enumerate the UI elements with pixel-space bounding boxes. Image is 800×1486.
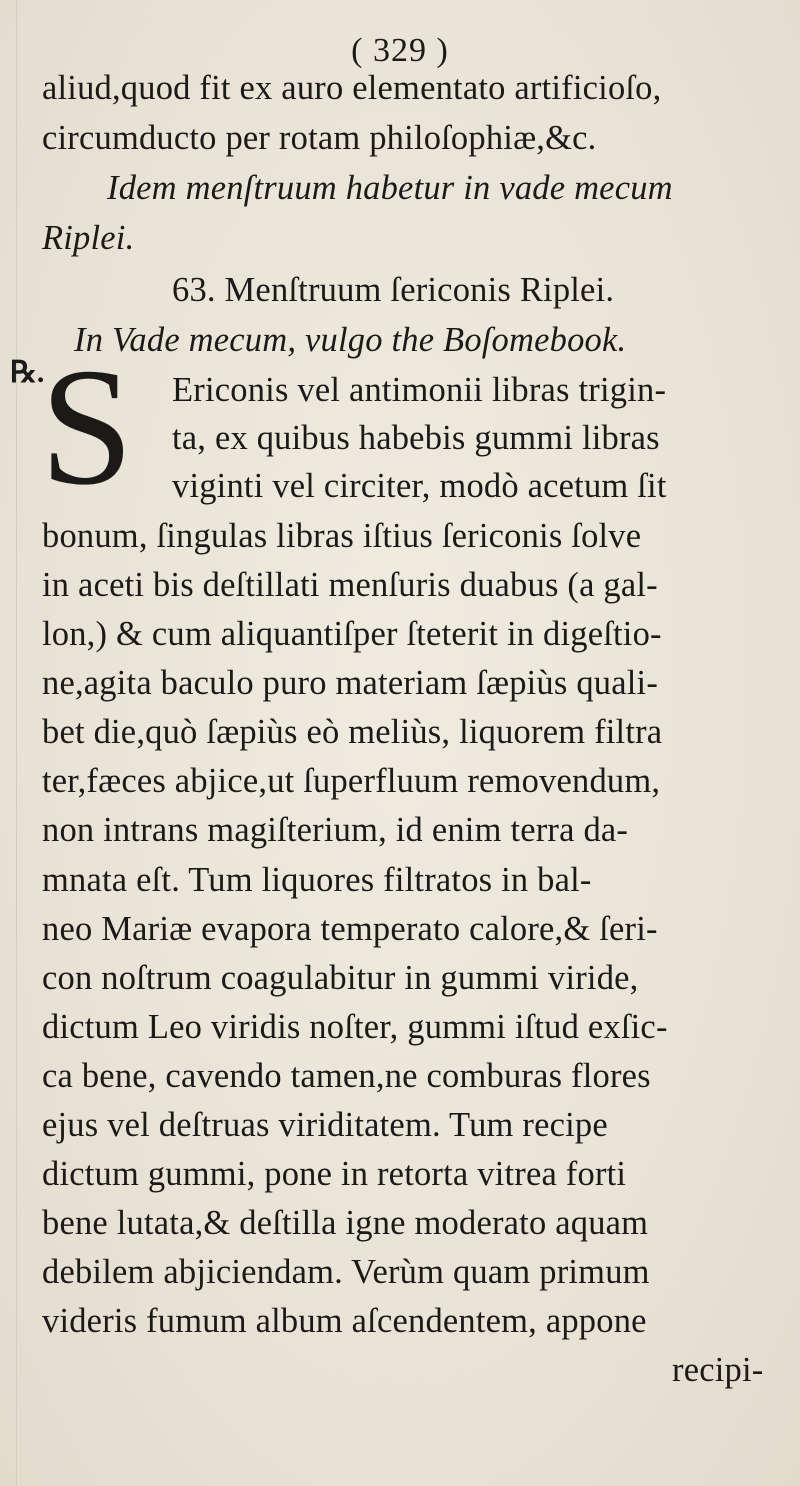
text-line-24: bene lutata,& deſtilla igne moderato aquam: [42, 1204, 649, 1242]
text-line-19: con noſtrum coagulabitur in gummi viride,: [42, 959, 639, 997]
text-line-26: videris fumum album aſcendentem, appone: [42, 1302, 647, 1340]
recipe-symbol: ℞.: [10, 356, 45, 389]
catchword: recipi-: [672, 1351, 764, 1389]
text-line-6: In Vade mecum, vulgo the Boſomebook.: [74, 321, 627, 359]
text-line-13: ne,agita baculo puro materiam ſæpiùs quali-: [42, 664, 659, 702]
text-line-9: viginti vel circiter, modò acetum ſit: [172, 467, 667, 505]
text-line-18: neo Mariæ evapora temperato calore,& ſeri-: [42, 910, 658, 948]
text-line-4: Riplei.: [42, 219, 135, 257]
text-line-14: bet die,quò ſæpiùs eò meliùs, liquorem filtra: [42, 713, 663, 751]
page-number-header: ( 329 ): [351, 32, 449, 69]
text-line-3: Idem menſtruum habetur in vade mecum: [107, 169, 673, 207]
text-line-17: mnata eſt. Tum liquores filtratos in bal-: [42, 861, 592, 899]
page-gutter: [16, 0, 17, 1486]
text-line-7: Ericonis vel antimonii libras trigin-: [172, 371, 667, 409]
text-line-22: ejus vel deſtruas viriditatem. Tum recipe: [42, 1106, 608, 1144]
section-heading: 63. Menſtruum ſericonis Riplei.: [172, 271, 615, 309]
text-line-2: circumducto per rotam philoſophiæ,&c.: [42, 119, 597, 157]
text-line-23: dictum gummi, pone in retorta vitrea forti: [42, 1155, 627, 1193]
text-line-8: ta, ex quibus habebis gummi libras: [172, 419, 660, 457]
text-line-11: in aceti bis deſtillati menſuris duabus (a gal-: [42, 566, 658, 604]
text-line-12: lon,) & cum aliquantiſper ſteterit in digeſtio-: [42, 615, 662, 653]
drop-cap: S: [40, 334, 134, 520]
text-line-15: ter,fæces abjice,ut ſuperfluum removendum,: [42, 762, 661, 800]
text-line-1: aliud,quod fit ex auro elementato artificioſo,: [42, 69, 662, 107]
text-line-10: bonum, ſingulas libras iſtius ſericonis ſolve: [42, 517, 642, 555]
text-line-20: dictum Leo viridis noſter, gummi iſtud exſic-: [42, 1008, 668, 1046]
text-line-25: debilem abjiciendam. Verùm quam primum: [42, 1253, 650, 1291]
text-line-16: non intrans magiſterium, id enim terra da-: [42, 811, 629, 849]
text-line-21: ca bene, cavendo tamen,ne comburas flores: [42, 1057, 651, 1095]
